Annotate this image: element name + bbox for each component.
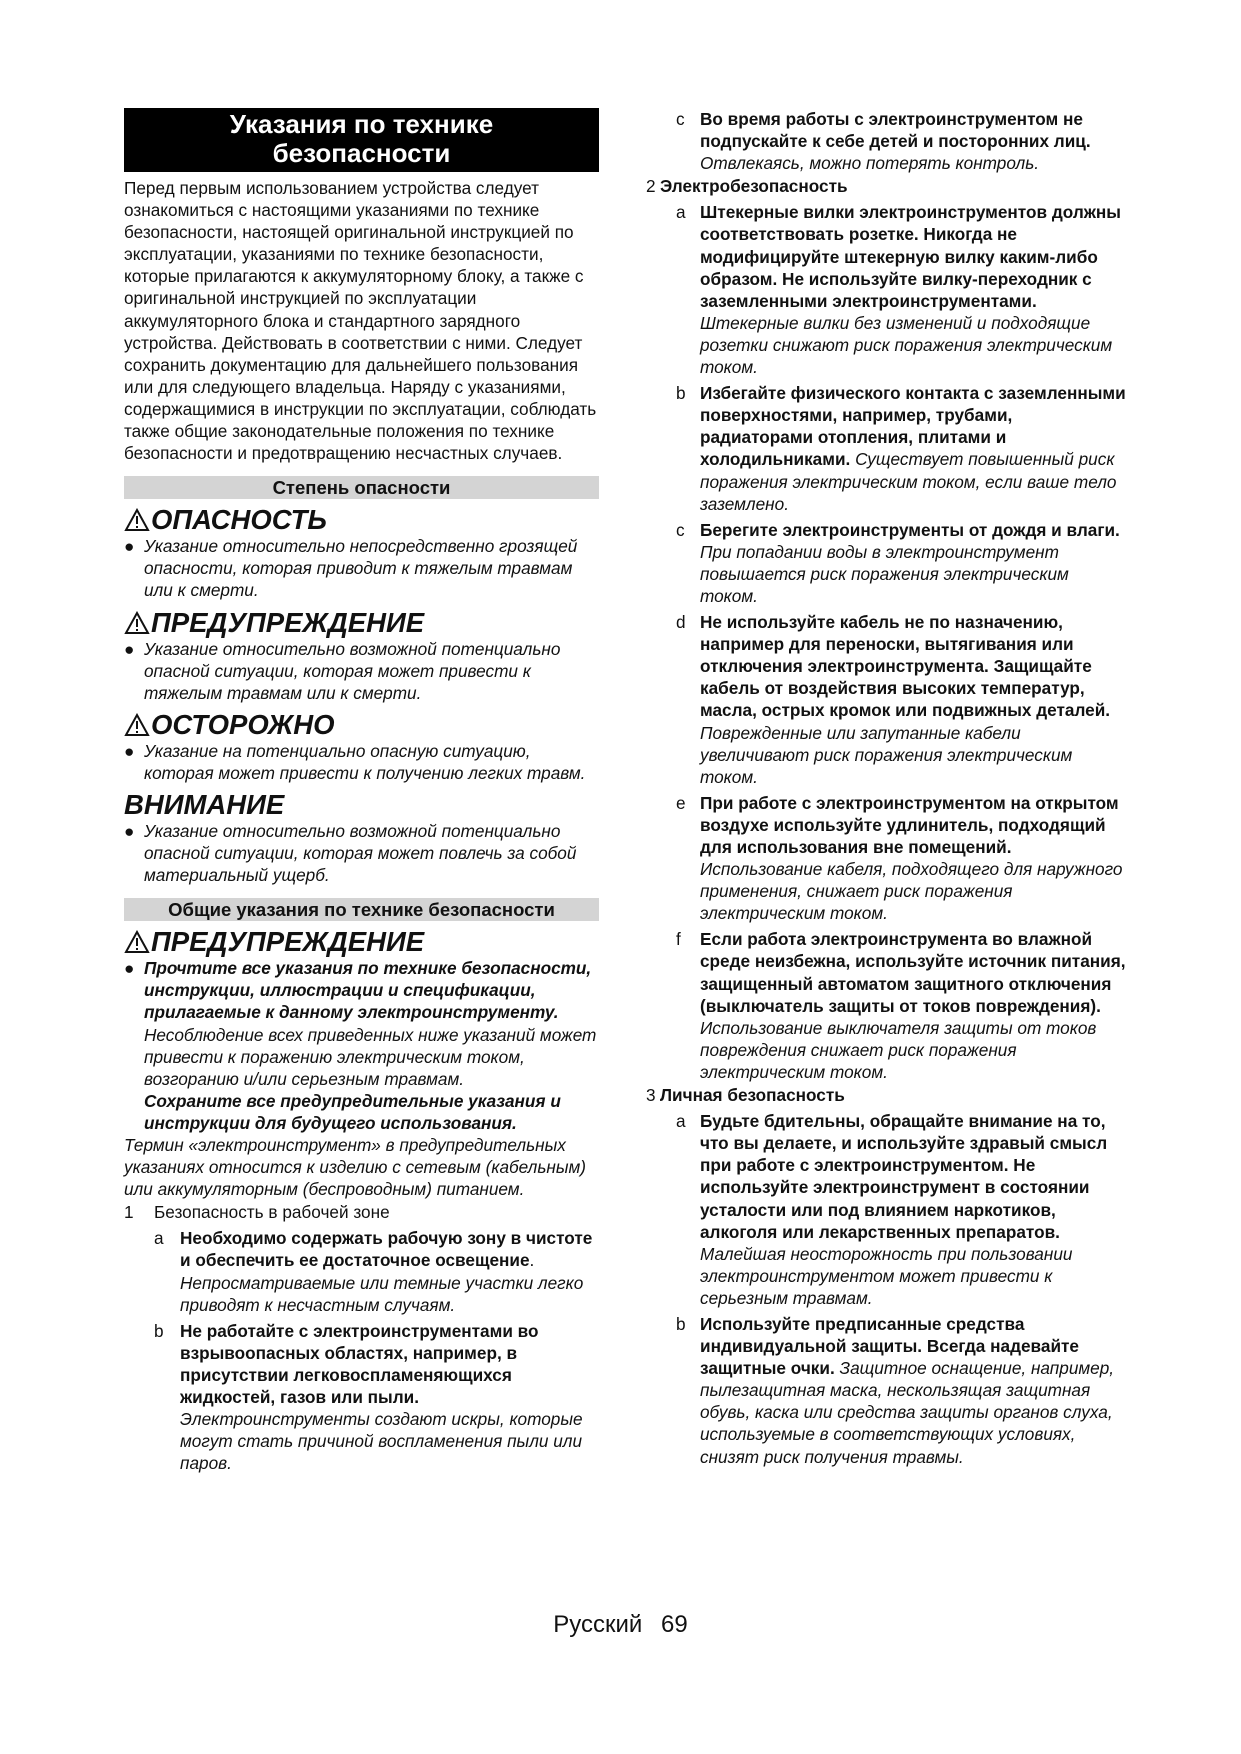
- general-italic-text: Несоблюдение всех приведенных ниже указаний может привести к поражению электрическим током, возгоранию и/или серьезным травмам.: [144, 1024, 597, 1089]
- list-item: [646, 928, 1126, 1083]
- item-bold: Во время работы с электроинструментом не подпускайте к себе детей и посторонних лиц.: [700, 109, 1091, 152]
- degree-header: Степень опасности: [124, 476, 599, 499]
- title-line-1: Указания по технике: [229, 109, 494, 139]
- item-bold: Необходимо содержать рабочую зону в чистоте и обеспечить ее достаточное освещение: [180, 1228, 593, 1271]
- item-letter: b: [676, 383, 686, 404]
- list-item: [646, 108, 1126, 174]
- item-bold: Используйте предписанные средства индивидуальной защиты. Всегда надевайте защитные очки.: [700, 1313, 1079, 1379]
- page-number: 69: [661, 1611, 688, 1638]
- item-italic: Отвлекаясь, можно потерять контроль.: [700, 153, 1040, 174]
- caution-bullet: ● Указание на потенциально опасную ситуацию, которая может привести к получению легких травм.: [124, 740, 586, 783]
- general-warning-heading: [124, 927, 599, 957]
- left-column: [124, 108, 599, 1474]
- general-header: Общие указания по технике безопасности: [124, 898, 599, 921]
- warning-title: ПРЕДУПРЕЖДЕНИЕ: [151, 606, 425, 638]
- general-warning-title: ПРЕДУПРЕЖДЕНИЕ: [151, 926, 425, 958]
- section-title-text: Личная безопасность: [660, 1085, 845, 1106]
- item-italic: При попадании воды в электроинструмент повышается риск поражения электрическим током.: [700, 541, 1069, 606]
- danger-bullet: ● Указание относительно непосредственно грозящей опасности, которая приводит к тяжелым травмам или к смерти.: [124, 536, 578, 601]
- item-italic: Поврежденные или запутанные кабели увеличивают риск поражения электрическим током.: [700, 722, 1073, 787]
- right-column: [646, 108, 1126, 1468]
- item-italic: Защитное оснащение, например, пылезащитная маска, нескользящая защитная обувь, каска или средства защиты органов слуха, используемые в соответствующих условиях, снизят риск получения травмы.: [700, 1358, 1115, 1467]
- warning-triangle-icon: [124, 713, 150, 737]
- list-item: [124, 1320, 599, 1475]
- list-item: [124, 1227, 599, 1315]
- item-letter: e: [676, 792, 686, 813]
- section-3-heading: [646, 1084, 1126, 1106]
- attention-heading: [124, 790, 599, 820]
- item-bold: Если работа электроинструмента во влажной среде неизбежна, используйте источник питания, защищенный автоматом защитного отключения (выключатель защиты от токов повреждения).: [700, 929, 1126, 1016]
- item-letter: d: [676, 612, 686, 633]
- item-bold: Не работайте с электроинструментами во взрывоопасных областях, например, в присутствии легковоспламеняющихся жидкостей, газов или пыли.: [180, 1320, 539, 1408]
- item-letter: a: [676, 202, 686, 223]
- item-italic: Электроинструменты создают искры, которые могут стать причиной воспламенения пыли или паров.: [180, 1409, 583, 1474]
- item-bold: Берегите электроинструменты от дождя и влаги.: [700, 519, 1120, 540]
- item-italic: Штекерные вилки без изменений и подходящие розетки снижают риск поражения электрическим током.: [700, 312, 1113, 378]
- section-number: 3: [646, 1085, 656, 1106]
- item-italic: Использование выключателя защиты от токов повреждения снижает риск поражения электрическим током.: [700, 1017, 1097, 1082]
- warning-triangle-icon: [124, 508, 150, 532]
- danger-text: Указание относительно непосредственно грозящей опасности, которая приводит к тяжелым травмам или к смерти.: [144, 536, 578, 601]
- section-title: [124, 108, 599, 172]
- general-bullet: ● Прочтите все указания по технике безопасности, инструкции, иллюстрации и спецификации, прилагаемые к данному электроинструменту. Несоблюдение всех приведенных ниже указаний может привести к поражению электрическим током, возгоранию и/или серьезным травмам. Сохраните все предупредительные указания и инструкции для будущего использования.: [124, 958, 597, 1133]
- footer-language: Русский: [553, 1611, 643, 1638]
- warning-triangle-icon: [124, 611, 150, 635]
- item-bold: Избегайте физического контакта с заземленными поверхностями, например, трубами, радиаторами отопления, плитами и холодильниками.: [700, 383, 1126, 470]
- item-letter: c: [676, 109, 685, 129]
- item-letter: b: [154, 1320, 164, 1341]
- item-bold: При работе с электроинструментом на открытом воздухе используйте удлинитель, подходящий для использования вне помещений.: [700, 792, 1119, 857]
- section-title-text: Электробезопасность: [660, 176, 848, 197]
- item-bold: Штекерные вилки электроинструментов должны соответствовать розетке. Никогда не модифицируйте штекерную вилку каким-либо образом. Не используйте вилку-переходник с заземленными электроинструментами.: [700, 202, 1121, 311]
- item-bold: Не используйте кабель не по назначению, например для переноски, вытягивания или отключения электроинструмента. Защищайте кабель от воздействия высоких температур, масла, острых кромок или подвижных деталей.: [700, 612, 1111, 721]
- item-sep: .: [529, 1250, 535, 1271]
- danger-heading: [124, 505, 599, 535]
- danger-title: ОПАСНОСТЬ: [151, 504, 327, 536]
- attention-title: ВНИМАНИЕ: [124, 788, 285, 820]
- item-italic: Непросматриваемые или темные участки легко приводят к несчастным случаям.: [180, 1272, 584, 1315]
- item-italic: Существует повышенный риск поражения электрическим током, если ваше тело заземлено.: [700, 449, 1117, 514]
- general-term: Термин «электроинструмент» в предупредительных указаниях относится к изделию с сетевым (кабельным) или аккумуляторным (беспроводным) питанием.: [124, 1135, 586, 1200]
- list-item: [646, 382, 1126, 515]
- section-number: 1: [124, 1202, 134, 1223]
- caution-heading: [124, 710, 599, 740]
- list-item: [646, 201, 1126, 378]
- intro-paragraph: Перед первым использованием устройства следует ознакомиться с настоящими указаниями по технике безопасности, настоящей оригинальной инструкцией по эксплуатации, указаниями по технике безопасности, которые прилагаются к аккумуляторному блоку, а также с оригинальной инструкцией по эксплуатации аккумуляторного блока и стандартного зарядного устройства. Действовать в соответствии с ними. Следует сохранить документацию для дальнейшего пользования или для следующего владельца. Наряду с указаниями, содержащимися в инструкции по эксплуатации, соблюдать также общие законодательные положения по технике безопасности и предотвращению несчастных случаев.: [124, 178, 597, 464]
- item-letter: f: [676, 929, 681, 950]
- general-bold-text-2: Сохраните все предупредительные указания и инструкции для будущего использования.: [144, 1090, 561, 1133]
- warning-triangle-icon: [124, 930, 150, 954]
- section-2-heading: [646, 175, 1126, 197]
- attention-bullet: ● Указание относительно возможной потенциально опасной ситуации, которая может повлечь за собой материальный ущерб.: [124, 820, 577, 886]
- attention-text: Указание относительно возможной потенциально опасной ситуации, которая может повлечь за собой материальный ущерб.: [144, 820, 577, 886]
- list-item: [646, 792, 1126, 925]
- item-bold: Будьте бдительны, обращайте внимание на то, что вы делаете, и используйте здравый смысл при работе с электроинструментом. Не используйте электроинструмент в состоянии усталости или под влиянием наркотиков, алкоголя или лекарственных препаратов.: [700, 1111, 1108, 1242]
- section-1-heading: [124, 1201, 599, 1223]
- list-item: [646, 519, 1126, 607]
- item-letter: a: [154, 1228, 164, 1249]
- title-line-2: безопасности: [272, 138, 451, 168]
- item-letter: b: [676, 1313, 686, 1334]
- item-letter: c: [676, 519, 685, 540]
- general-bold-text: Прочтите все указания по технике безопасности, инструкции, иллюстрации и спецификации, прилагаемые к данному электроинструменту.: [144, 958, 592, 1023]
- list-item: [646, 1110, 1126, 1309]
- item-italic: Малейшая неосторожность при пользовании электроинструментом может привести к серьезным травмам.: [700, 1243, 1073, 1308]
- warning-heading: [124, 608, 599, 638]
- item-letter: a: [676, 1111, 686, 1132]
- section-number: 2: [646, 176, 656, 197]
- warning-text: Указание относительно возможной потенциально опасной ситуации, которая может привести к тяжелым травмам или к смерти.: [144, 638, 561, 703]
- caution-title: ОСТОРОЖНО: [151, 708, 335, 740]
- page-footer: [0, 1611, 1241, 1639]
- list-item: [646, 611, 1126, 788]
- caution-text: Указание на потенциально опасную ситуацию, которая может привести к получению легких травм.: [144, 740, 586, 783]
- section-title-text: Безопасность в рабочей зоне: [154, 1202, 390, 1223]
- list-item: [646, 1313, 1126, 1468]
- item-italic: Использование кабеля, подходящего для наружного применения, снижает риск поражения электрическим током.: [700, 859, 1123, 924]
- warning-bullet: ● Указание относительно возможной потенциально опасной ситуации, которая может привести к тяжелым травмам или к смерти.: [124, 638, 561, 703]
